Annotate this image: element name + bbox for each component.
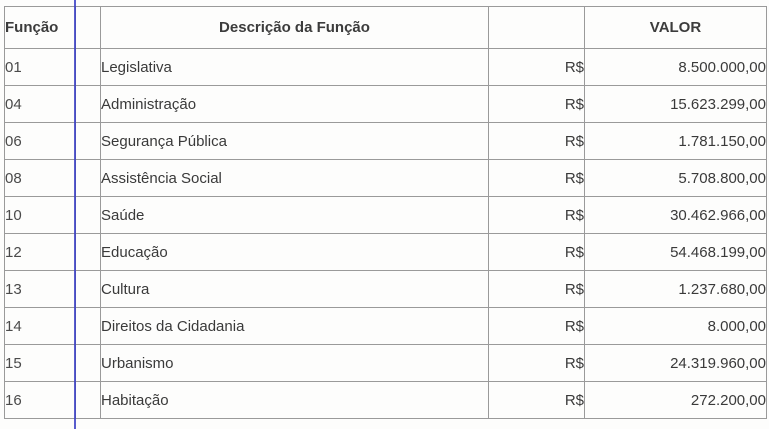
gap-cell <box>76 197 101 234</box>
currency-cell: R$ <box>489 345 585 382</box>
currency-cell: R$ <box>489 234 585 271</box>
value-cell: 1.237.680,00 <box>585 271 767 308</box>
table-row <box>5 197 767 234</box>
gap-cell <box>76 86 101 123</box>
table-row <box>5 382 767 419</box>
value-cell: 24.319.960,00 <box>585 345 767 382</box>
currency-cell: R$ <box>489 160 585 197</box>
function-code-cell: 15 <box>5 345 76 382</box>
function-code-cell: 01 <box>5 49 76 86</box>
header-value: VALOR <box>585 7 767 49</box>
gap-cell <box>76 160 101 197</box>
function-code-cell: 14 <box>5 308 76 345</box>
function-code-cell: 16 <box>5 382 76 419</box>
value-cell: 54.468.199,00 <box>585 234 767 271</box>
gap-cell <box>76 308 101 345</box>
function-description-cell: Direitos da Cidadania <box>101 308 489 345</box>
gap-cell <box>76 234 101 271</box>
function-code-cell: 10 <box>5 197 76 234</box>
value-cell: 8.500.000,00 <box>585 49 767 86</box>
gap-cell <box>76 123 101 160</box>
function-code-cell: 06 <box>5 123 76 160</box>
table-body <box>5 49 767 419</box>
function-description-cell: Administração <box>101 86 489 123</box>
function-description-cell: Cultura <box>101 271 489 308</box>
value-cell: 15.623.299,00 <box>585 86 767 123</box>
currency-cell: R$ <box>489 49 585 86</box>
table-row <box>5 271 767 308</box>
function-description-cell: Legislativa <box>101 49 489 86</box>
table-row <box>5 160 767 197</box>
value-cell: 8.000,00 <box>585 308 767 345</box>
gap-cell <box>76 271 101 308</box>
currency-cell: R$ <box>489 86 585 123</box>
value-cell: 272.200,00 <box>585 382 767 419</box>
function-code-cell: 12 <box>5 234 76 271</box>
gap-cell <box>76 49 101 86</box>
currency-cell: R$ <box>489 123 585 160</box>
table-row <box>5 49 767 86</box>
function-code-cell: 04 <box>5 86 76 123</box>
function-code-cell: 08 <box>5 160 76 197</box>
function-description-cell: Assistência Social <box>101 160 489 197</box>
function-description-cell: Segurança Pública <box>101 123 489 160</box>
budget-table <box>4 6 767 419</box>
currency-cell: R$ <box>489 382 585 419</box>
value-cell: 30.462.966,00 <box>585 197 767 234</box>
function-code-cell: 13 <box>5 271 76 308</box>
value-cell: 5.708.800,00 <box>585 160 767 197</box>
gap-cell <box>76 382 101 419</box>
value-cell: 1.781.150,00 <box>585 123 767 160</box>
header-currency-cell <box>489 7 585 49</box>
margin-rule-line <box>74 0 76 429</box>
table-row <box>5 86 767 123</box>
function-description-cell: Educação <box>101 234 489 271</box>
header-function-description: Descrição da Função <box>101 7 489 49</box>
currency-cell: R$ <box>489 308 585 345</box>
function-description-cell: Urbanismo <box>101 345 489 382</box>
header-gap-cell <box>76 7 101 49</box>
currency-cell: R$ <box>489 197 585 234</box>
function-description-cell: Saúde <box>101 197 489 234</box>
table-header-row <box>5 7 767 49</box>
header-function-code: Função <box>5 7 76 49</box>
table-row <box>5 308 767 345</box>
currency-cell: R$ <box>489 271 585 308</box>
table-row <box>5 234 767 271</box>
table-row <box>5 123 767 160</box>
table-row <box>5 345 767 382</box>
gap-cell <box>76 345 101 382</box>
function-description-cell: Habitação <box>101 382 489 419</box>
